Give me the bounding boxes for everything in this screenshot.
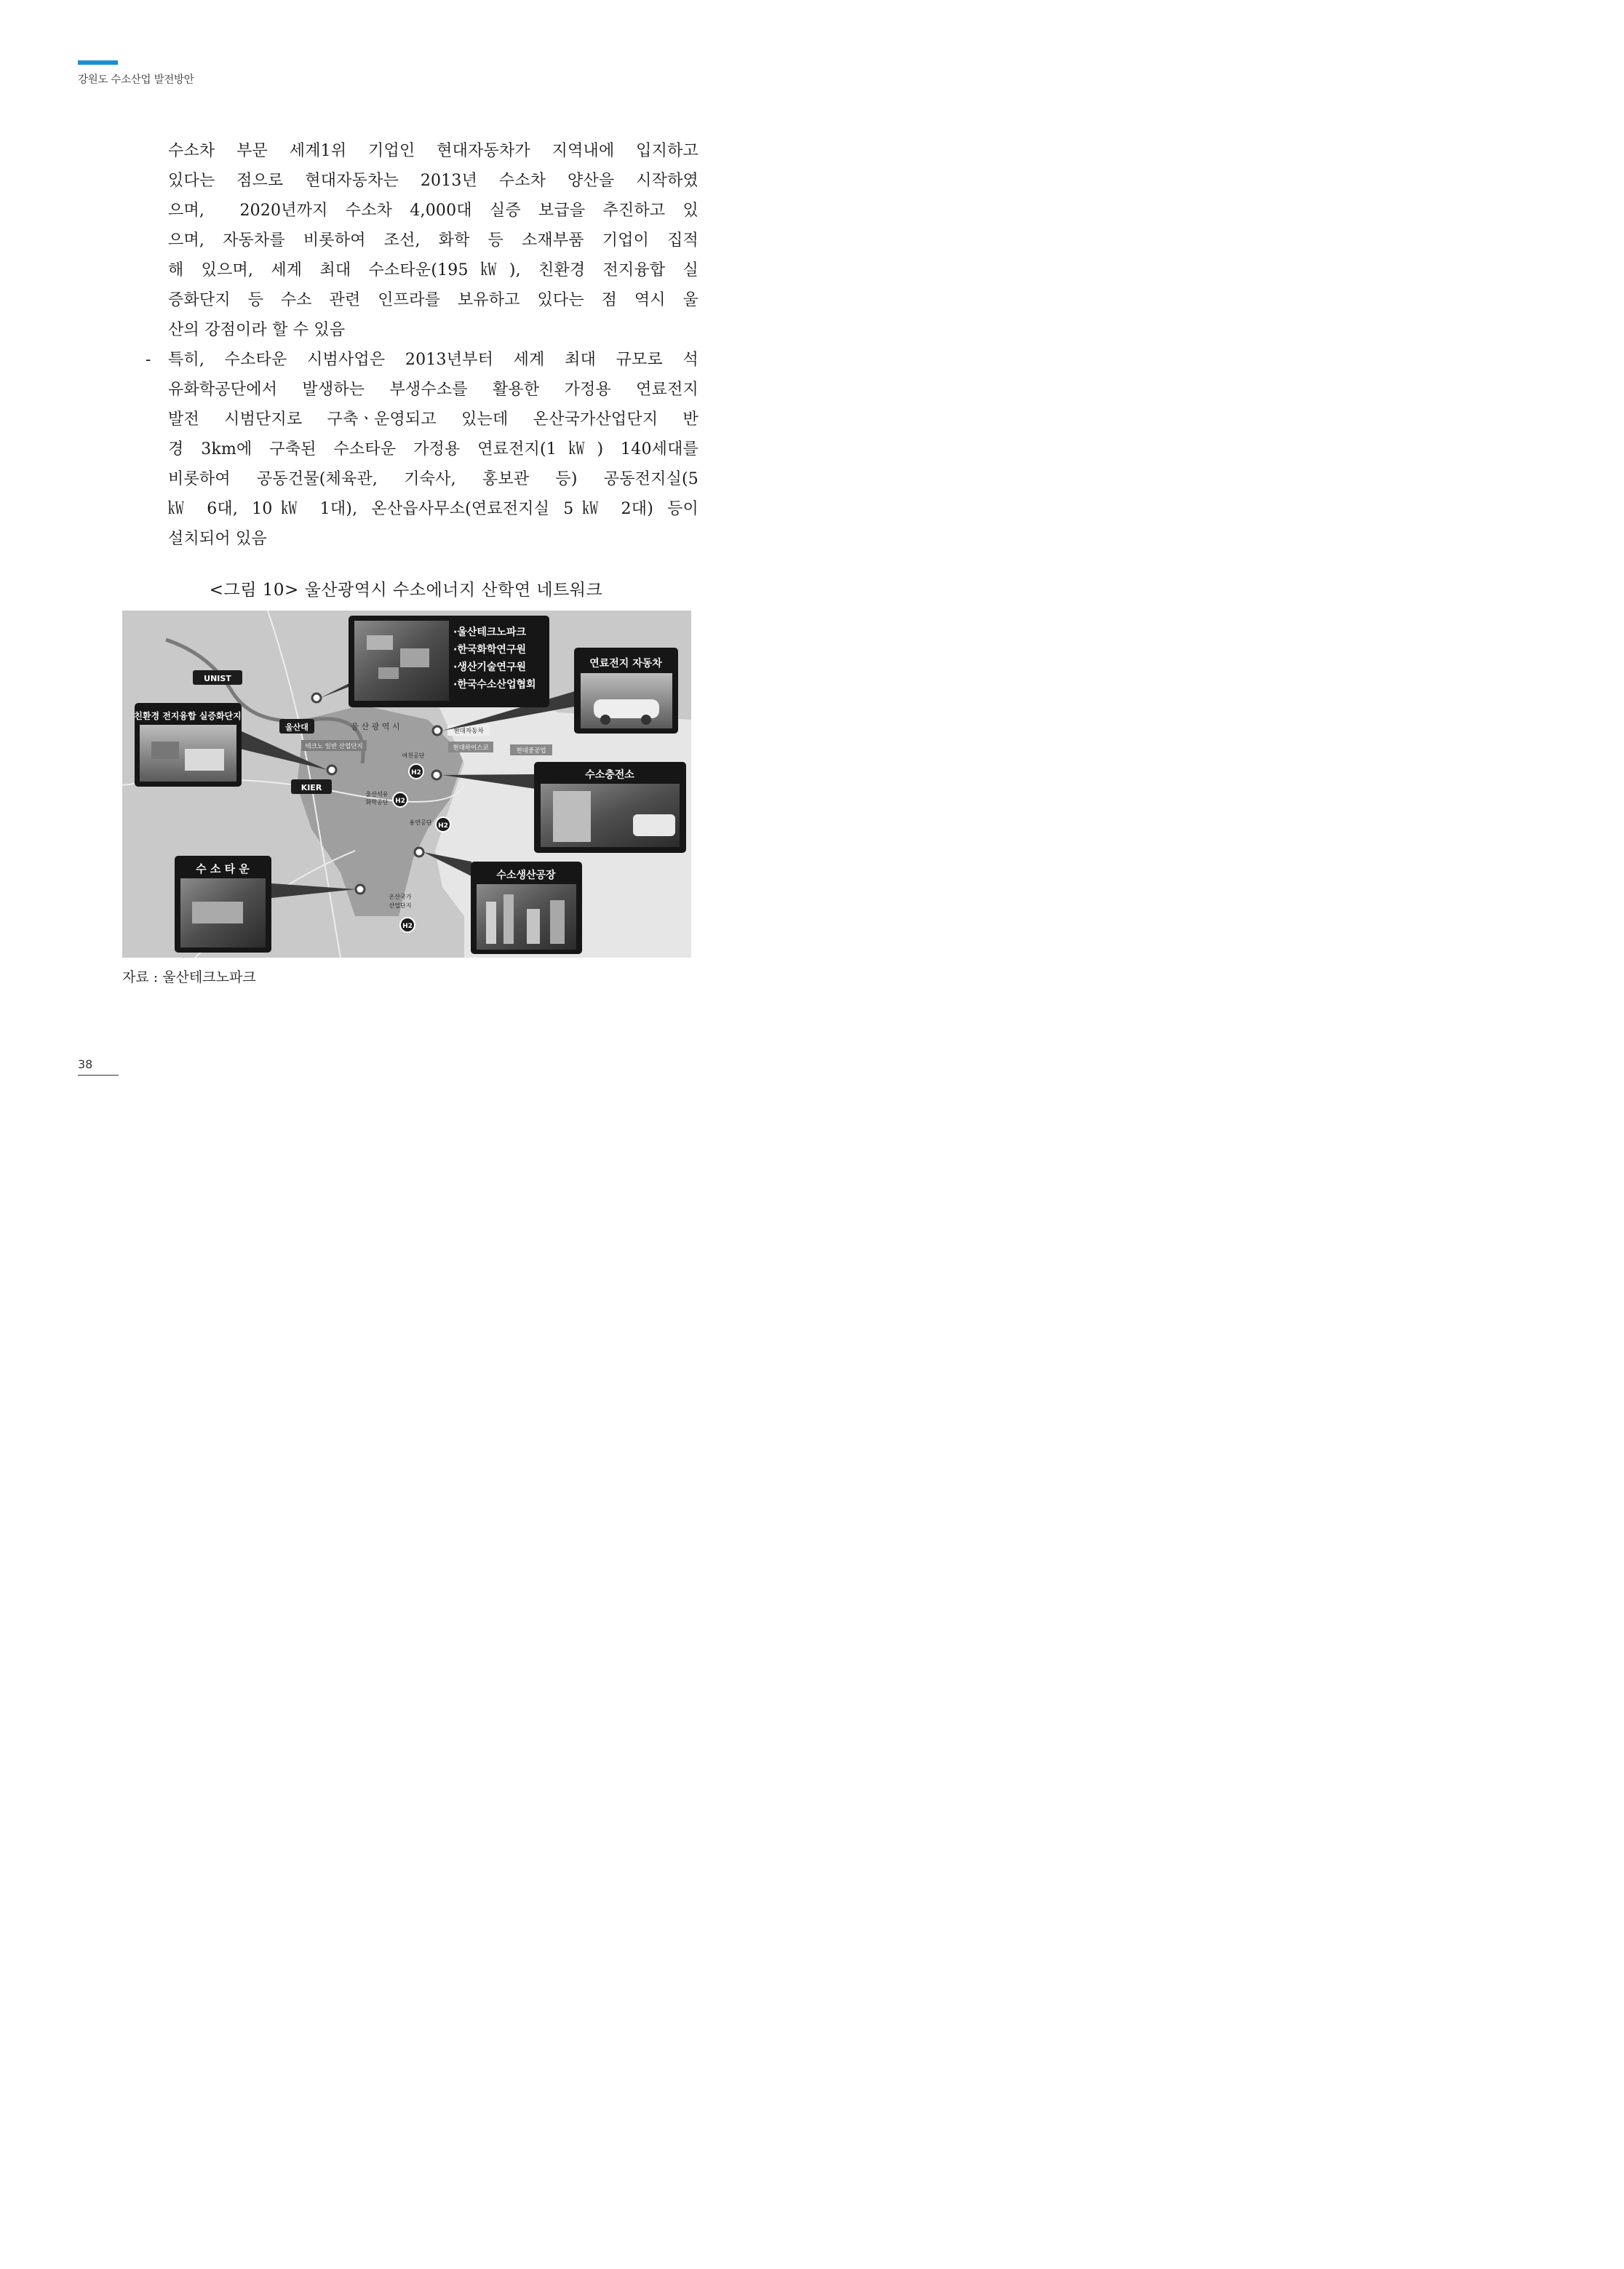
- institute-item: ·한국화학연구원: [453, 644, 526, 656]
- svg-text:H2: H2: [395, 798, 405, 805]
- figure-caption: <그림 10> 울산광역시 수소에너지 산학연 네트워크: [209, 581, 603, 600]
- institute-item: ·생산기술연구원: [453, 661, 526, 673]
- panel-title-h2-town: 수 소 타 운: [196, 862, 250, 875]
- bullet-line: 경 3km에 구축된 수소타운 가정용 연료전지(1㎾) 140세대를: [168, 440, 698, 458]
- figure-source: 자료 : 울산테크노파크: [122, 969, 256, 985]
- bullet-dash: -: [146, 351, 151, 369]
- institute-item: ·한국수소산업협회: [453, 679, 536, 691]
- body-line: 증화단지 등 수소 관련 인프라를 보유하고 있다는 점 역시 울: [168, 291, 698, 309]
- bullet-line: 설치되어 있음: [168, 530, 267, 548]
- location-ring: [356, 885, 365, 894]
- body-line: 산의 강점이라 할 수 있음: [168, 321, 346, 339]
- label-petro-1: 울산석유: [365, 791, 389, 798]
- label-onsan-1: 온산국가: [389, 894, 412, 900]
- body-line: 있다는 점으로 현대자동차는 2013년 수소차 양산을 시작하였: [168, 172, 698, 190]
- bullet-line: 발전 시범단지로 구축ㆍ운영되고 있는데 온산국가산업단지 반: [168, 410, 698, 429]
- panel-title-eco-complex: 친환경 전지융합 실증화단지: [134, 711, 242, 721]
- page-number-rule: [78, 1075, 119, 1076]
- svg-text:H2: H2: [402, 923, 413, 930]
- h2-marker: [393, 792, 407, 807]
- body-line: 해 있으며, 세계 최대 수소타운(195㎾), 친환경 전지융합 실: [168, 261, 698, 279]
- bullet-first-line: [146, 345, 698, 375]
- label-petro-2: 화학공단: [365, 799, 389, 806]
- bullet-line: 비롯하여 공동건물(체육관, 기숙사, 홍보관 등) 공동전지실(5: [168, 470, 698, 488]
- location-ring: [415, 848, 423, 857]
- h2-marker: [400, 918, 415, 932]
- body-line: 수소차 부문 세계1위 기업인 현대자동차가 지역내에 입지하고: [168, 142, 698, 160]
- bullet-line: 유화학공단에서 발생하는 부생수소를 활용한 가정용 연료전지: [168, 381, 698, 399]
- bullet-line: ㎾ 6대, 10㎾ 1대), 온산읍사무소(연료전지실 5㎾ 2대) 등이: [168, 500, 698, 518]
- label-yongyeon: 용연공단: [409, 819, 432, 826]
- label-yeocheon: 여천공단: [402, 752, 425, 759]
- label-ulsan-univ: 울산대: [285, 723, 309, 732]
- label-hyundai-motor: 현대자동차: [453, 728, 484, 735]
- institute-item: ·울산테크노파크: [453, 627, 526, 638]
- label-techno: 테크노 일반 산업단지: [305, 743, 363, 750]
- running-title: 강원도 수소산업 발전방안: [78, 74, 194, 86]
- location-ring: [432, 771, 441, 779]
- body-text: [146, 136, 698, 554]
- header-accent-bar: [78, 60, 118, 65]
- body-line: 으며, 2020년까지 수소차 4,000대 실증 보급을 추진하고 있: [168, 202, 698, 220]
- label-hyundai-heavy: 현대중공업: [516, 747, 546, 755]
- page-number: 38: [78, 1057, 93, 1071]
- panel-title-h2-plant: 수소생산공장: [496, 870, 556, 881]
- svg-text:H2: H2: [411, 769, 421, 776]
- label-hyundai-hysco: 현대하이스코: [453, 744, 489, 752]
- label-unist: UNIST: [204, 674, 231, 683]
- svg-text:H2: H2: [438, 822, 448, 830]
- location-ring: [327, 766, 336, 774]
- label-ulsan-city: 울 산 광 역 시: [351, 722, 400, 731]
- label-kier: KIER: [300, 783, 322, 792]
- h2-marker: [409, 764, 423, 779]
- h2-marker: [436, 817, 450, 832]
- location-ring: [312, 694, 321, 702]
- label-onsan-2: 산업단지: [389, 902, 412, 909]
- bullet-line: 특히, 수소타운 시범사업은 2013년부터 세계 최대 규모로 석: [168, 351, 698, 369]
- body-line: 으며, 자동차를 비롯하여 조선, 화학 등 소재부품 기업이 집적: [168, 231, 698, 250]
- location-ring: [433, 726, 442, 735]
- panel-title-h2-station: 수소충전소: [585, 769, 634, 781]
- panel-title-fuel-cell-car: 연료전지 자동차: [589, 658, 662, 669]
- hydrogen-network-map: [122, 611, 691, 958]
